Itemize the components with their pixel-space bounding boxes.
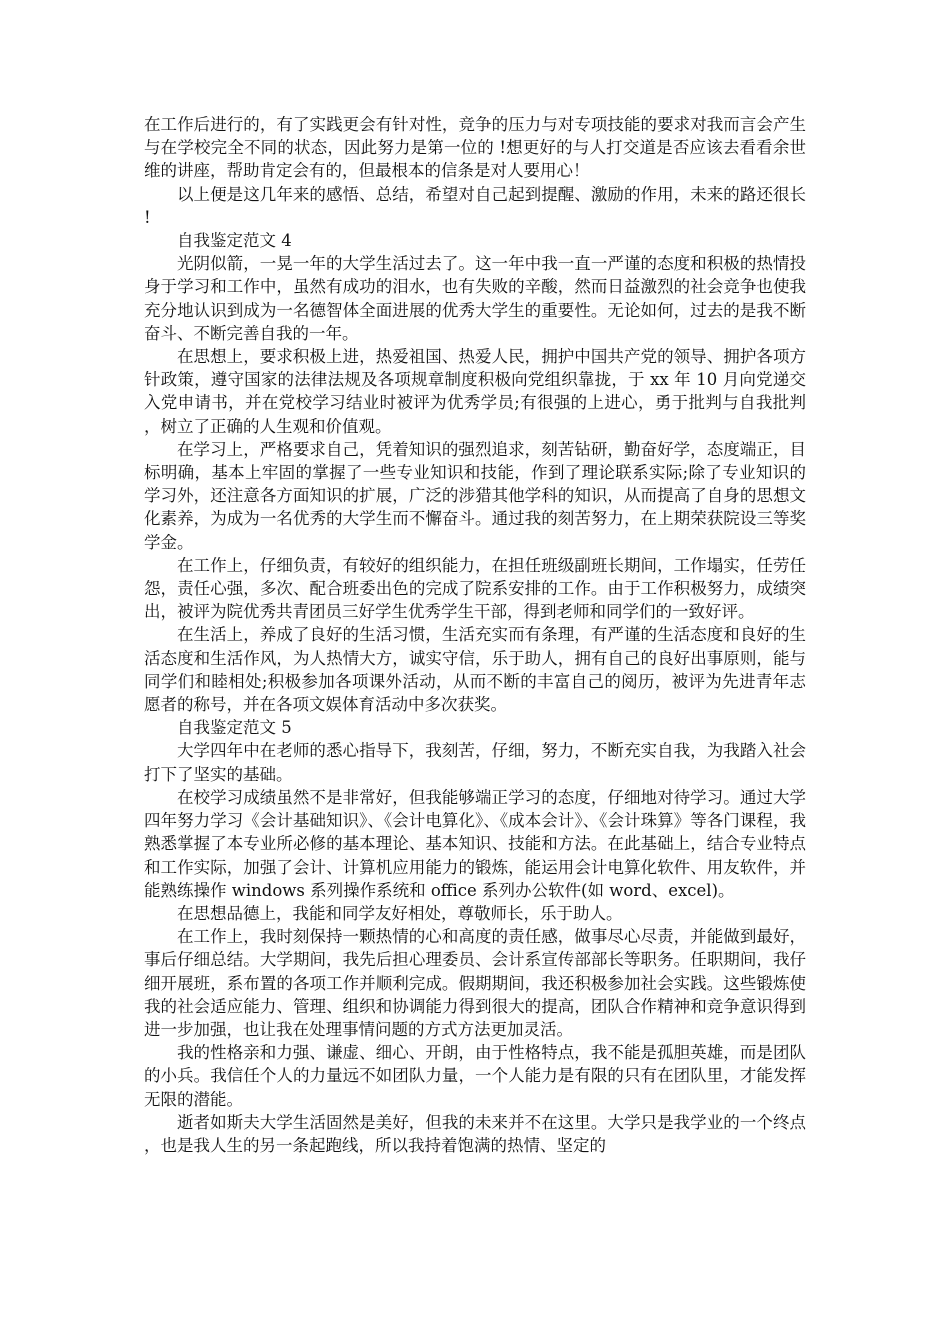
paragraph-2: 以上便是这几年来的感悟、总结，希望对自己起到提醒、激励的作用，未来的路还很长!	[144, 184, 806, 227]
paragraph-4: 光阴似箭，一晃一年的大学生活过去了。这一年中我一直一严谨的态度和积极的热情投身于学习和工作中，虽然有成功的泪水，也有失败的辛酸，然而日益激烈的社会竞争也使我充分地认识到成为一名德智体全面进展的优秀大学生的重要性。无论如何，过去的是我不断奋斗、不断完善自我的一年。	[144, 254, 806, 343]
paragraph-5: 在思想上，要求积极上进，热爱祖国、热爱人民，拥护中国共产党的领导、拥护各项方针政策，遵守国家的法律法规及各项规章制度积极向党组织靠拢，于 xx 年 10 月向党递交入党申请书，并在党校学习结业时被评为优秀学员;有很强的上进心，勇于批判与自我批判，树立了正确的人生观和价值观。	[144, 347, 806, 436]
document-body	[144, 113, 806, 1157]
paragraph-12: 在思想品德上，我能和同学友好相处，尊敬师长，乐于助人。	[177, 903, 623, 923]
paragraph-8: 在生活上，养成了良好的生活习惯，生活充实而有条理，有严谨的生活态度和良好的生活态度和生活作风，为人热情大方，诚实守信，乐于助人，拥有自己的良好出事原则，能与同学们和睦相处;积极参加各项课外活动，从而不断的丰富自己的阅历，被评为先进青年志愿者的称号，并在各项文娱体育活动中多次获奖。	[144, 625, 806, 715]
paragraph-10: 大学四年中在老师的悉心指导下，我刻苦，仔细，努力，不断充实自我，为我踏入社会打下了坚实的基础。	[144, 741, 806, 784]
paragraph-1: 在工作后进行的，有了实践更会有针对性，竞争的压力与对专项技能的要求对我而言会产生与在学校完全不同的状态，因此努力是第一位的 !想更好的与人打交道是否应该去看看余世维的讲座，帮助肯定会有的，但最根本的信条是对人要用心！	[144, 115, 806, 181]
paragraph-11: 在校学习成绩虽然不是非常好，但我能够端正学习的态度，仔细地对待学习。通过大学四年努力学习《会计基础知识》、《会计电算化》、《成本会计》、《会计珠算》等各门课程，我熟悉掌握了本专业所必修的基本理论、基本知识、技能和方法。在此基础上，结合专业特点和工作实际，加强了会计、计算机应用能力的锻炼，能运用会计电算化软件、用友软件，并能熟练操作 windows 系列操作系统和 office 系列办公软件(如 word、excel)。	[144, 787, 806, 900]
paragraph-13: 在工作上，我时刻保持一颗热情的心和高度的责任感，做事尽心尽责，并能做到最好，事后仔细总结。大学期间，我先后担心理委员、会计系宣传部部长等职务。任职期间，我仔细开展班，系布置的各项工作并顺利完成。假期期间，我还积极参加社会实践。这些锻炼使我的社会适应能力、管理、组织和协调能力得到很大的提高，团队合作精神和竞争意识得到进一步加强，也让我在处理事情问题的方式方法更加灵活。	[144, 927, 806, 1039]
paragraph-15: 逝者如斯夫大学生活固然是美好，但我的未来并不在这里。大学只是我学业的一个终点，也是我人生的另一条起跑线，所以我持着饱满的热情、坚定的	[144, 1112, 806, 1155]
section-heading-4: 自我鉴定范文 4	[177, 231, 292, 251]
section-heading-5: 自我鉴定范文 5	[177, 718, 292, 738]
paragraph-14: 我的性格亲和力强、谦虚、细心、开朗，由于性格特点，我不能是孤胆英雄，而是团队的小兵。我信任个人的力量远不如团队力量，一个人能力是有限的只有在团队里，才能发挥无限的潜能。	[144, 1043, 806, 1109]
paragraph-7: 在工作上，仔细负责，有较好的组织能力，在担任班级副班长期间，工作塌实，任劳任怨，责任心强，多次、配合班委出色的完成了院系安排的工作。由于工作积极努力，成绩突出，被评为院优秀共青团员三好学生优秀学生干部，得到老师和同学们的一致好评。	[144, 555, 806, 622]
paragraph-6: 在学习上，严格要求自己，凭着知识的强烈追求，刻苦钻研，勤奋好学，态度端正，目标明确，基本上牢固的掌握了一些专业知识和技能，作到了理论联系实际;除了专业知识的学习外，还注意各方面知识的扩展，广泛的涉猎其他学科的知识，从而提高了自身的思想文化素养，为成为一名优秀的大学生而不懈奋斗。通过我的刻苦努力，在上期荣获院设三等奖学金。	[144, 439, 806, 552]
